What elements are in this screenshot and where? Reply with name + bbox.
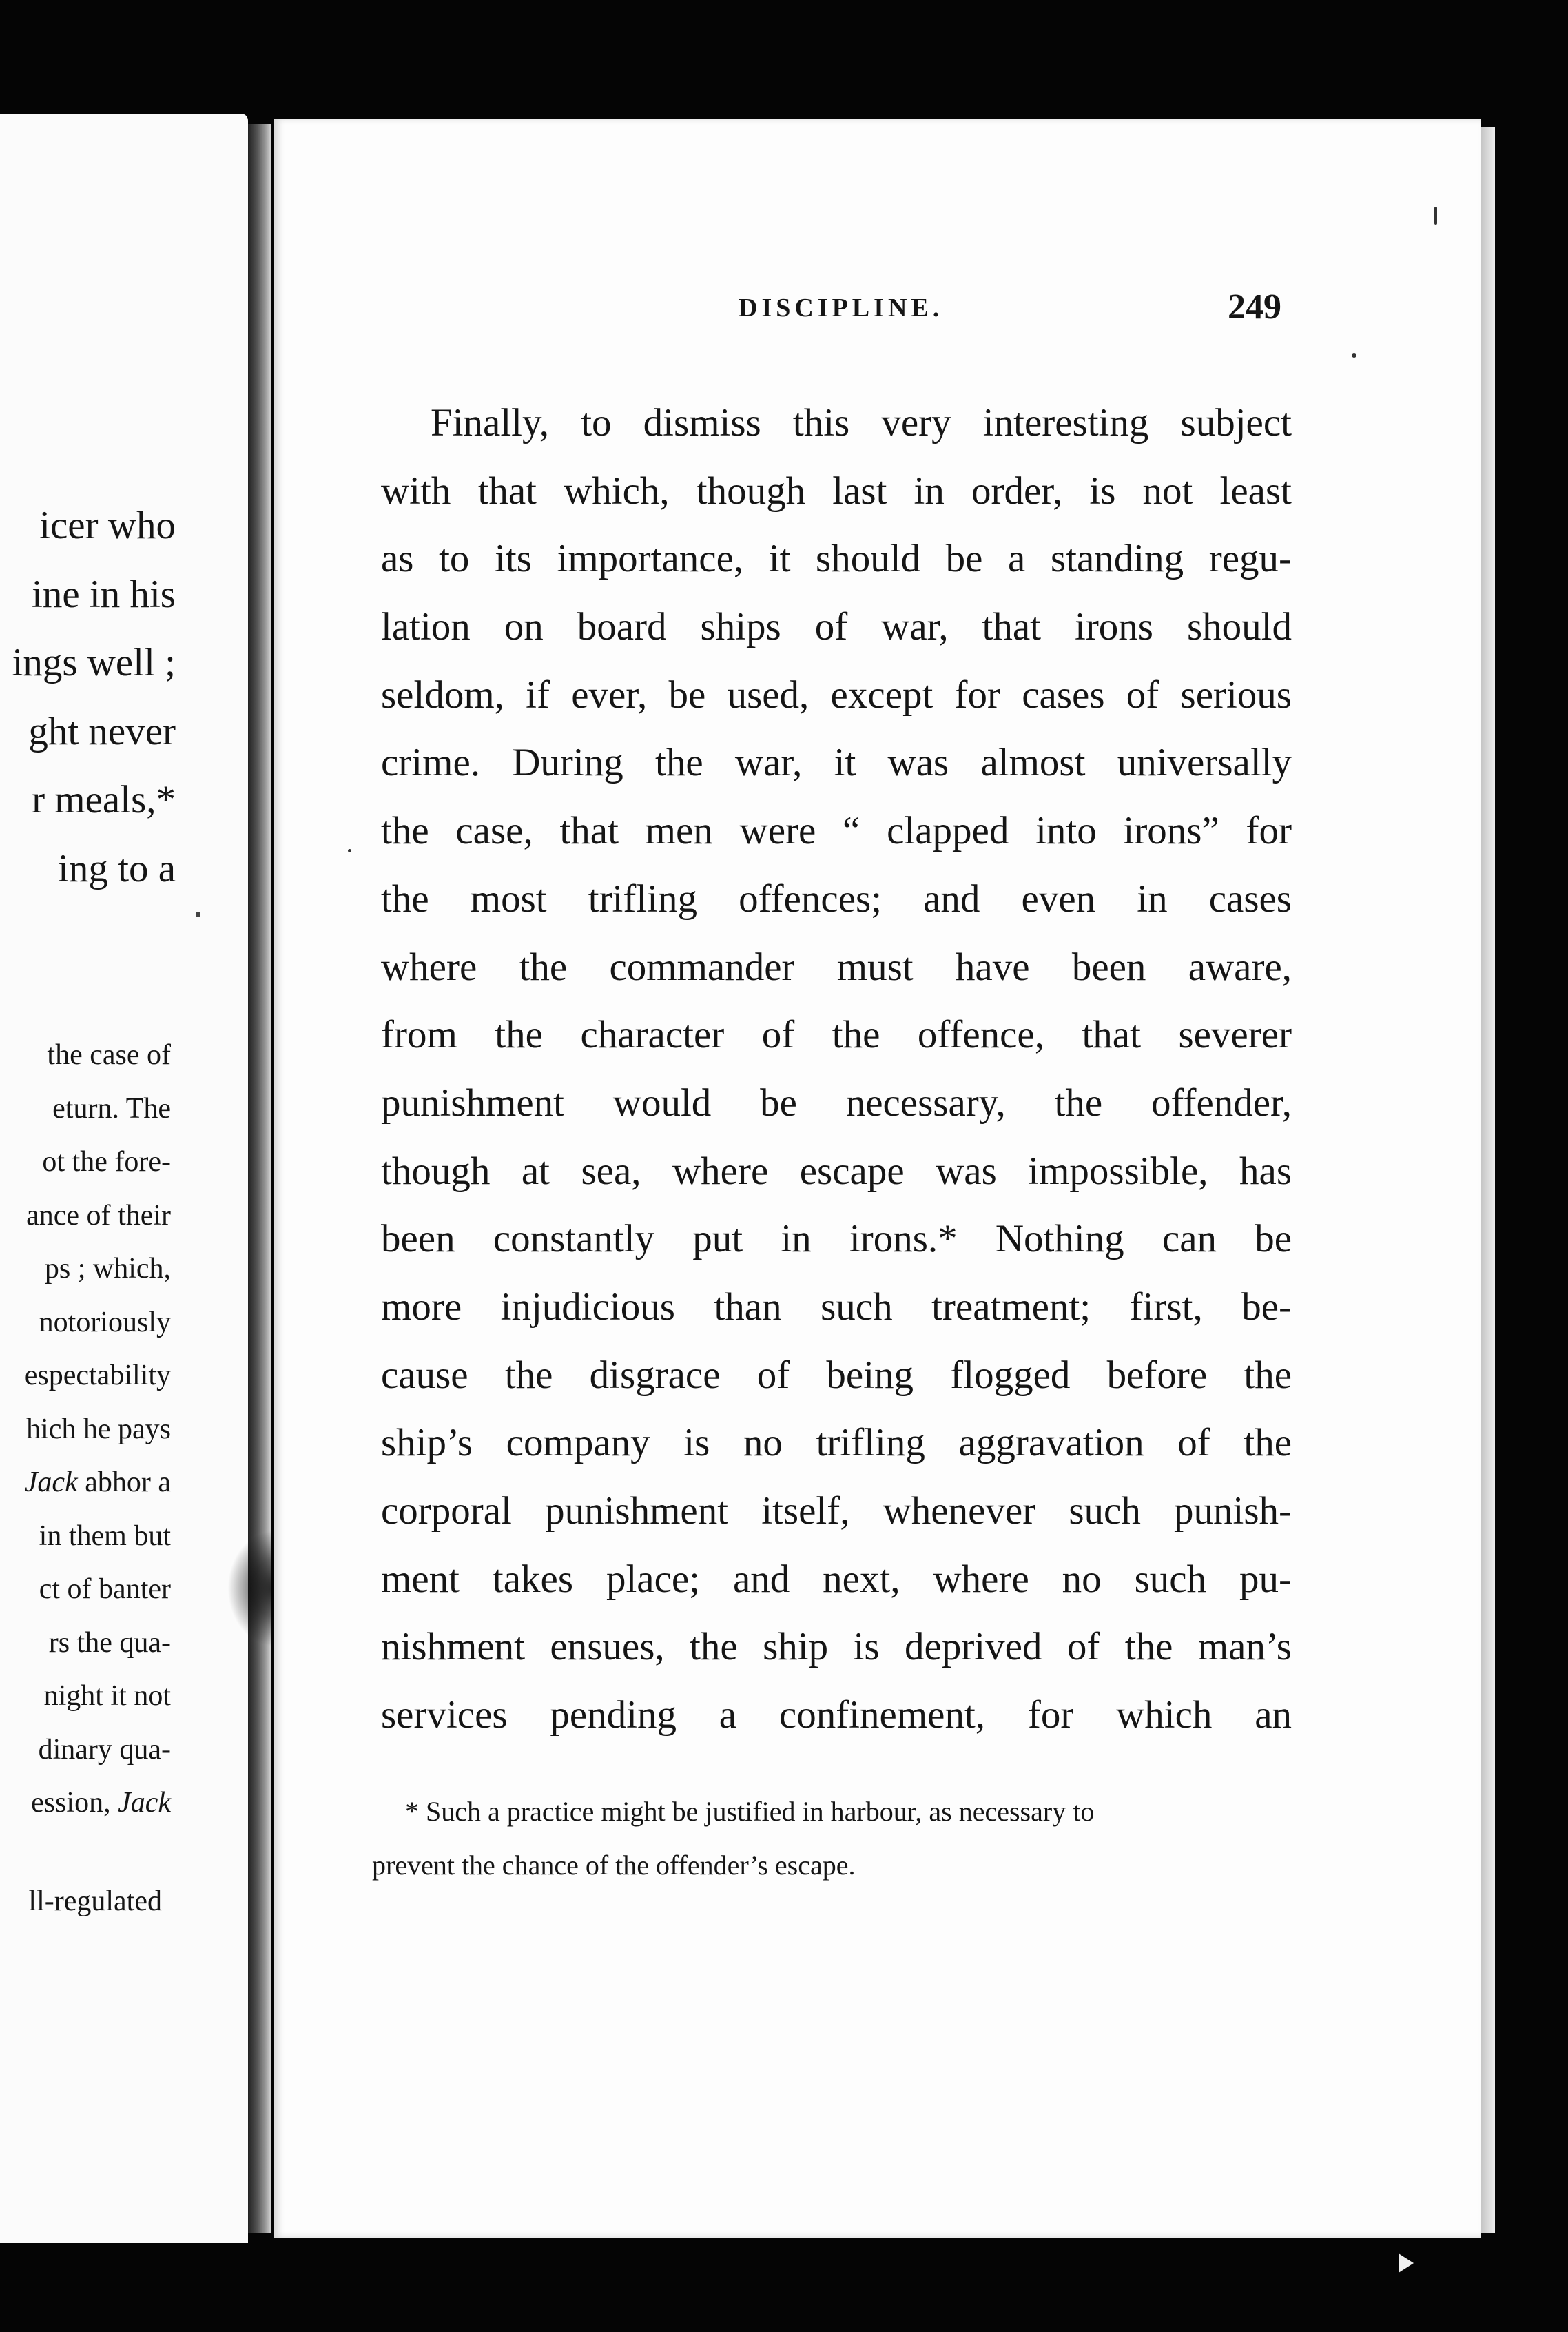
text-line: ship’s company is no trifling aggravation of the [381,1421,1292,1465]
text-line: seldom, if ever, be used, except for cases of serious [381,673,1292,717]
text-line: ing to a [58,846,176,890]
text-line: been constantly put in irons.* Nothing can be [381,1217,1292,1261]
text-line: punishment would be necessary, the offender, [381,1081,1292,1125]
italic-word: Jack [118,1787,171,1819]
book-gutter [248,124,271,2233]
text-line: lation on board ships of war, that irons should [381,605,1292,649]
body-text [381,389,1292,1750]
text-line: ine in his [32,572,176,616]
left-page [0,114,248,2243]
footnote-line: rs the qua- [48,1626,171,1659]
footnote-line: ance of their [26,1199,171,1231]
footnote-line: notoriously [39,1306,171,1338]
left-page-footnote [0,1029,171,1830]
text-line: crime. During the war, it was almost universally [381,741,1292,785]
text-line: cause the disgrace of being flogged before the [381,1353,1292,1397]
text-line: ings well ; [12,641,176,684]
text-line: though at sea, where escape was impossible, has [381,1149,1292,1193]
text-line: icer who [39,504,176,547]
text-line: from the character of the offence, that severer [381,1013,1292,1057]
running-head: DISCIPLINE. [739,294,944,323]
footnote-line: Jack abhor a [24,1466,171,1498]
text-line: Finally, to dismiss this very interesting subject [431,401,1292,444]
footnote-line: prevent the chance of the offender’s escape. [372,1850,856,1881]
page-corner-mark [1399,2253,1414,2273]
speck [348,849,351,852]
text-line: with that which, though last in order, is not least [381,469,1292,513]
text-line: ment takes place; and next, where no such pu- [381,1557,1292,1601]
text-line: the case, that men were “ clapped into irons” for [381,809,1292,853]
footnote-line: ession, Jack [31,1787,171,1819]
footnote-line: hich he pays [26,1413,171,1445]
italic-word: Jack [24,1466,78,1498]
footnote-line: * Such a practice might be justified in harbour, as necessary to [405,1796,1095,1827]
footnote [372,1785,1281,1892]
text-line: the most trifling offences; and even in cases [381,877,1292,921]
text-line: more injudicious than such treatment; first, be- [381,1285,1292,1329]
left-page-main-text [0,491,176,903]
footnote-line: ps ; which, [44,1253,171,1285]
text-line: nishment ensues, the ship is deprived of the man’s [381,1625,1292,1669]
page-number: 249 [1228,287,1281,327]
text-line: r meals,* [32,778,176,821]
left-page-last-line: ll-regulated [28,1885,162,1917]
footnote-line: night it not [43,1680,171,1712]
footnote-line: espectability [24,1360,171,1391]
footnote-line: the case of [47,1039,171,1071]
speck [1352,353,1356,358]
footnote-line: dinary qua- [38,1733,171,1766]
footnote-line: in them but [39,1520,171,1552]
text-line: ght never [28,709,176,753]
text-line: services pending a confinement, for which an [381,1693,1292,1737]
speck [1434,207,1437,225]
text-line: corporal punishment itself, whenever such punish- [381,1489,1292,1533]
footnote-line: eturn. The [52,1092,171,1125]
text-line: as to its importance, it should be a standing regu- [381,537,1292,581]
footnote-line: ct of banter [39,1573,171,1605]
footnote-line: ot the fore- [42,1146,171,1178]
speck [196,912,200,917]
text-line: where the commander must have been aware, [381,945,1292,989]
